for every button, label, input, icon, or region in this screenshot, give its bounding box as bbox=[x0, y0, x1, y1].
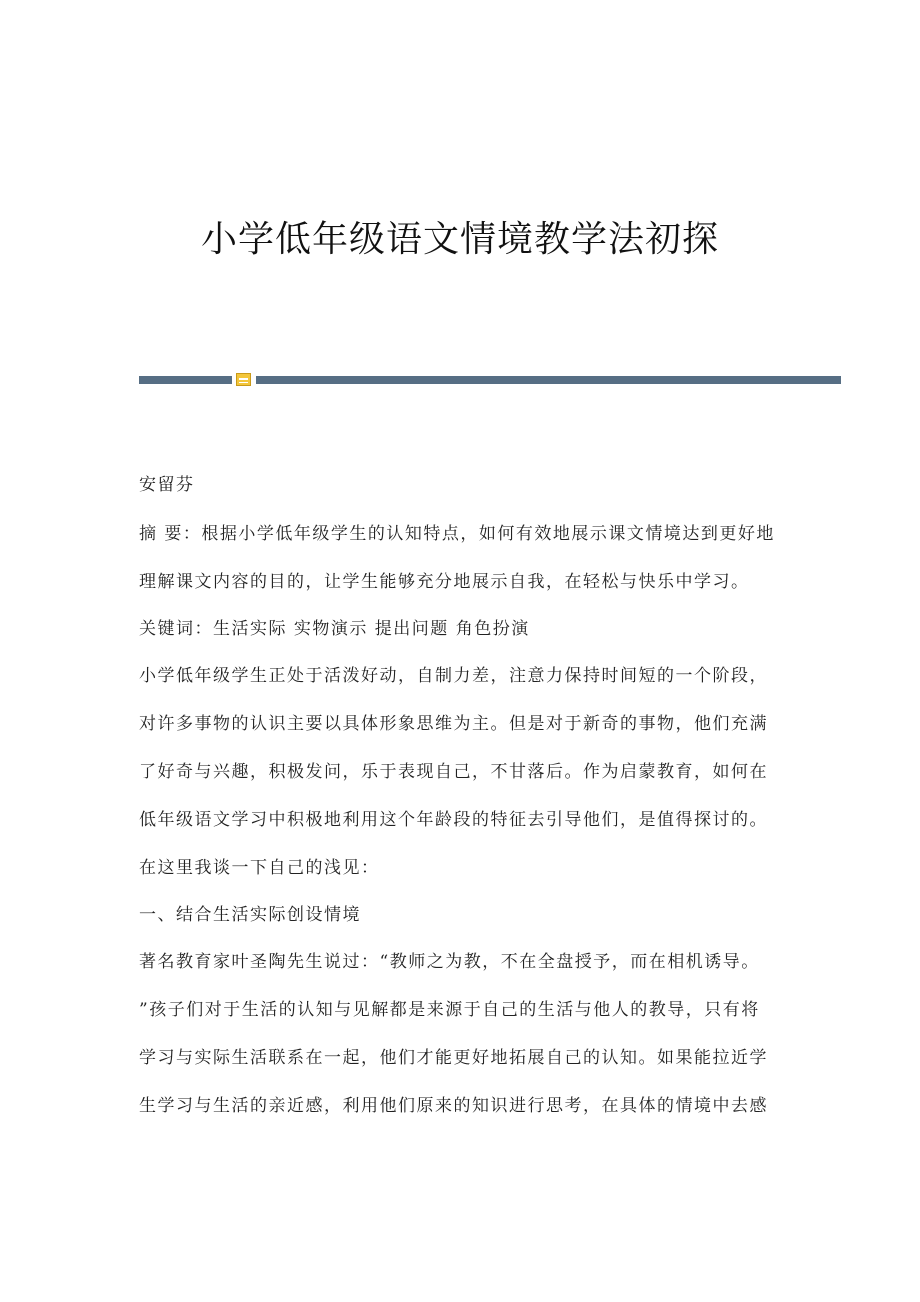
author: 安留芬 bbox=[139, 475, 195, 495]
abstract-line: 理解课文内容的目的，让学生能够充分地展示自我，在轻松与快乐中学习。 bbox=[139, 572, 750, 592]
abstract bbox=[139, 519, 789, 598]
paragraph-line: 生学习与生活的亲近感，利用他们原来的知识进行思考，在具体的情境中去感 bbox=[139, 1096, 768, 1116]
divider-bar-right bbox=[256, 376, 841, 384]
keywords: 关键词：生活实际 实物演示 提出问题 角色扮演 bbox=[139, 619, 530, 639]
paragraph-line: 学习与实际生活联系在一起，他们才能更好地拓展自己的认知。如果能拉近学 bbox=[139, 1048, 768, 1068]
title-divider bbox=[139, 373, 841, 387]
paragraph-line: 小学低年级学生正处于活泼好动，自制力差，注意力保持时间短的一个阶段， bbox=[139, 666, 768, 686]
paragraph-line: 了好奇与兴趣，积极发问，乐于表现自己，不甘落后。作为启蒙教育，如何在 bbox=[139, 762, 768, 782]
paragraph-line: 对许多事物的认识主要以具体形象思维为主。但是对于新奇的事物，他们充满 bbox=[139, 714, 768, 734]
document-title: 小学低年级语文情境教学法初探 bbox=[200, 219, 719, 260]
divider-ornament-icon bbox=[236, 373, 251, 386]
document-body bbox=[139, 470, 789, 1122]
divider-bar-left bbox=[139, 376, 232, 384]
section-paragraph bbox=[139, 947, 789, 1122]
paragraph-line: 著名教育家叶圣陶先生说过：“教师之为教，不在全盘授予，而在相机诱导。 bbox=[139, 952, 760, 972]
intro-paragraph bbox=[139, 661, 789, 884]
paragraph-line: ”孩子们对于生活的认知与见解都是来源于自己的生活与他人的教导，只有将 bbox=[139, 1000, 760, 1020]
paragraph-line: 在这里我谈一下自己的浅见： bbox=[139, 858, 380, 878]
paragraph-line: 低年级语文学习中积极地利用这个年龄段的特征去引导他们，是值得探讨的。 bbox=[139, 810, 768, 830]
abstract-line: 摘 要：根据小学低年级学生的认知特点，如何有效地展示课文情境达到更好地 bbox=[139, 524, 775, 544]
section-heading: 一、结合生活实际创设情境 bbox=[139, 905, 361, 925]
